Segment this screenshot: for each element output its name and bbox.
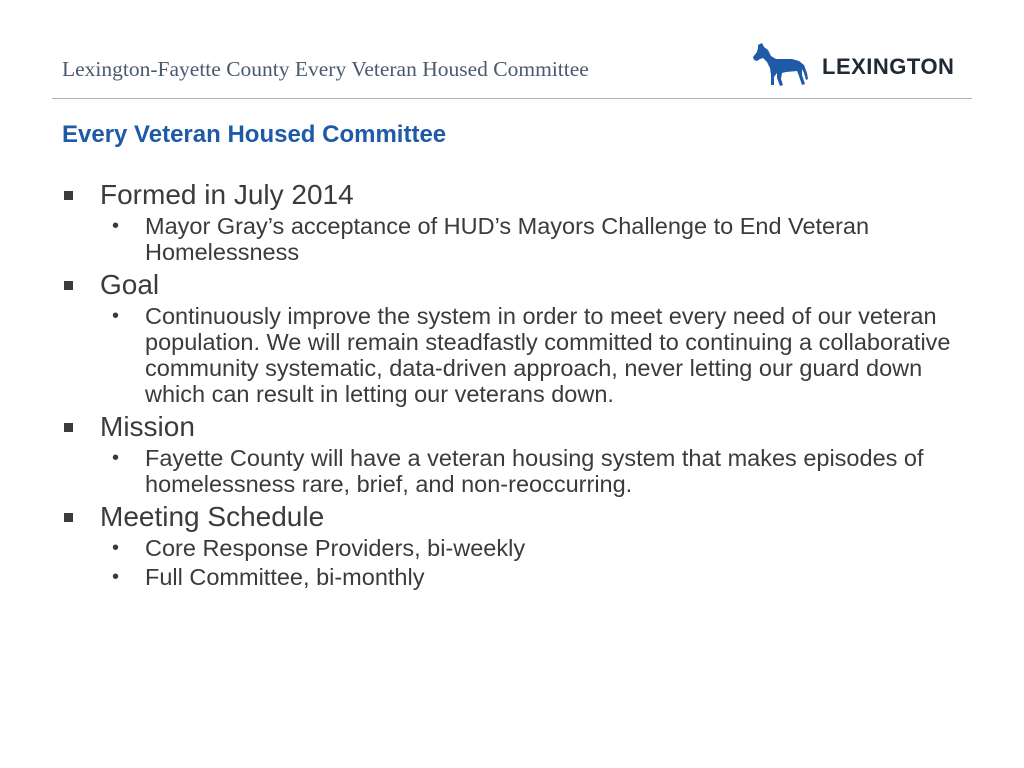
horse-icon (752, 42, 810, 88)
sub-bullet-text: Continuously improve the system in order to meet every need of our veteran population. We will remain steadfastly committed to continuing a collaborative community systematic, data-driven approach, never letting our guard down which can result in letting our veterans down. (145, 303, 951, 407)
dot-bullet-icon: • (112, 537, 120, 559)
bullet-list (62, 178, 972, 593)
header-title: Lexington-Fayette County Every Veteran Housed Committee (62, 57, 589, 81)
square-bullet-icon (64, 191, 73, 200)
bullet-heading: Formed in July 2014 (100, 179, 354, 210)
dot-bullet-icon: • (112, 566, 120, 588)
square-bullet-icon (64, 281, 73, 290)
slide-title: Every Veteran Housed Committee (62, 121, 447, 148)
sub-bullet (62, 535, 972, 561)
sub-bullet-text: Core Response Providers, bi-weekly (145, 535, 526, 561)
sub-bullet-text: Fayette County will have a veteran housing system that makes episodes of homelessness rare, brief, and non-reoccurring. (145, 445, 924, 497)
sub-bullet-text: Mayor Gray’s acceptance of HUD’s Mayors Challenge to End Veteran Homelessness (145, 213, 870, 265)
sub-bullet-text: Full Committee, bi-monthly (145, 564, 425, 590)
lexington-logo (752, 42, 972, 88)
bullet-goal (62, 268, 972, 302)
bullet-formed (62, 178, 972, 212)
bullet-heading: Meeting Schedule (100, 501, 325, 532)
square-bullet-icon (64, 513, 73, 522)
dot-bullet-icon: • (112, 447, 120, 469)
dot-bullet-icon: • (112, 215, 120, 237)
bullet-heading: Mission (100, 411, 195, 442)
sub-bullet (62, 303, 972, 407)
dot-bullet-icon: • (112, 305, 120, 327)
bullet-meeting-schedule (62, 500, 972, 534)
sub-bullet (62, 445, 972, 497)
logo-wordmark: LEXINGTON (822, 54, 955, 79)
header-divider (52, 98, 972, 99)
sub-bullet (62, 564, 972, 590)
bullet-heading: Goal (100, 269, 160, 300)
bullet-mission (62, 410, 972, 444)
sub-bullet (62, 213, 972, 265)
square-bullet-icon (64, 423, 73, 432)
